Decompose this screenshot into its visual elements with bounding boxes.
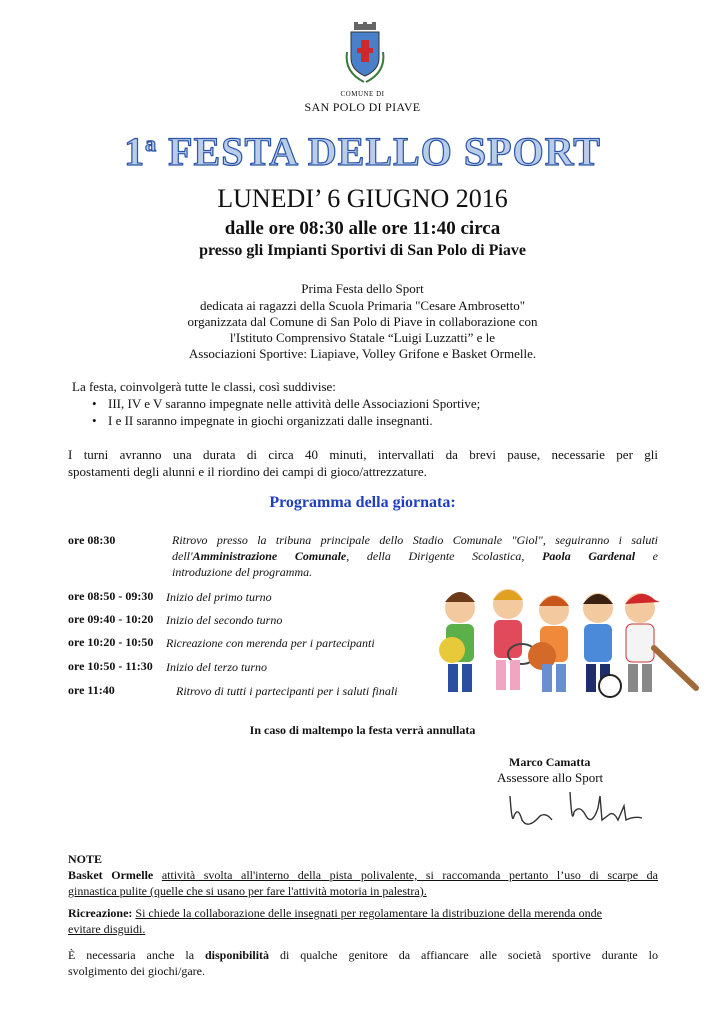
schedule-desc-line: introduzione del programma. bbox=[172, 565, 313, 579]
intro-line: Prima Festa dello Sport bbox=[301, 281, 424, 296]
event-date: LUNEDI’ 6 GIUGNO 2016 bbox=[217, 184, 508, 213]
schedule-time: ore 08:30 bbox=[68, 533, 116, 547]
weather-note: In caso di maltempo la festa verrà annullata bbox=[249, 723, 476, 737]
intro-line: l'Istituto Comprensivo Statale “Luigi Luzzatti” e le bbox=[229, 330, 496, 345]
classes-lead: La festa, coinvolgerà tutte le classi, così suddivise: bbox=[72, 379, 336, 394]
schedule-time: ore 08:50 - 09:30 bbox=[68, 589, 154, 603]
schedule-desc-line: Ritrovo presso la tribuna principale dello Stadio Comunale "Giol", seguiranno i saluti bbox=[172, 533, 658, 547]
intro-line: dedicata ai ragazzi della Scuola Primaria "Cesare Ambrosetto" bbox=[199, 298, 525, 313]
schedule-description: Ritrovo di tutti i partecipanti per i saluti finali bbox=[176, 684, 398, 698]
note-ricreazione: Ricreazione: Si chiede la collaborazione delle insegnati per regolamentare la distribuzione della merenda onde evitare disguidi. bbox=[68, 906, 602, 936]
note-availability: È necessaria anche la disponibilità di qualche genitore da affiancare alle società sportive durante lo svolgimento dei giochi/gare. bbox=[68, 948, 658, 978]
classes-list bbox=[72, 395, 672, 429]
schedule-time: ore 10:50 - 11:30 bbox=[68, 659, 153, 673]
event-time: dalle ore 08:30 alle ore 11:40 circa bbox=[224, 218, 501, 239]
handwritten-signature bbox=[500, 786, 650, 836]
notes-heading: NOTE bbox=[68, 852, 103, 866]
list-item: • I e II saranno impegnate in giochi organizzati dalle insegnanti. bbox=[72, 412, 672, 429]
schedule-description: Ricreazione con merenda per i partecipanti bbox=[166, 636, 375, 650]
program-title: Programma della giornata: bbox=[269, 494, 456, 511]
schedule-time: ore 10:20 - 10:50 bbox=[68, 635, 154, 649]
schedule-description bbox=[172, 532, 658, 580]
children-sports-illustration bbox=[430, 578, 702, 702]
page-title: 1$^a$ FESTA DELLO SPORT bbox=[124, 129, 601, 174]
signatory-role: Assessore allo Sport bbox=[497, 770, 604, 785]
list-item: • III, IV e V saranno impegnate nelle attività delle Associazioni Sportive; bbox=[72, 395, 672, 412]
comune-di-label: COMUNE DI bbox=[340, 90, 385, 98]
event-place: presso gli Impianti Sportivi di San Polo di Piave bbox=[199, 242, 526, 259]
intro-line: organizzata dal Comune di San Polo di Piave in collaborazione con bbox=[187, 314, 538, 329]
turns-line: spostamenti degli alunni e il riordino dei campi di gioco/attrezzature. bbox=[68, 464, 427, 479]
signatory-name: Marco Camatta bbox=[509, 755, 591, 769]
schedule-description: Inizio del secondo turno bbox=[166, 613, 283, 627]
intro-line: Associazioni Sportive: Liapiave, Volley Grifone e Basket Ormelle. bbox=[188, 346, 537, 361]
turns-line: I turni avranno una durata di circa 40 minuti, intervallati da brevi pause, necessarie per gli bbox=[68, 447, 658, 462]
schedule-time: ore 11:40 bbox=[68, 683, 115, 697]
schedule-desc-line: dell'Amministrazione Comunale, della Dirigente Scolastica, Paola Gardenal e bbox=[172, 549, 658, 563]
note-basket: Basket Ormelle attività svolta all'interno della pista polivalente, si raccomanda pertanto l’uso di scarpe da ginnastica pulite (quelle che si usano per fare l'attività motoria in palestra). bbox=[68, 868, 658, 898]
municipal-crest-icon bbox=[342, 22, 388, 90]
schedule-time: ore 09:40 - 10:20 bbox=[68, 612, 154, 626]
schedule-description: Inizio del primo turno bbox=[166, 590, 272, 604]
comune-name: SAN POLO DI PIAVE bbox=[304, 100, 421, 114]
schedule-description: Inizio del terzo turno bbox=[166, 660, 267, 674]
